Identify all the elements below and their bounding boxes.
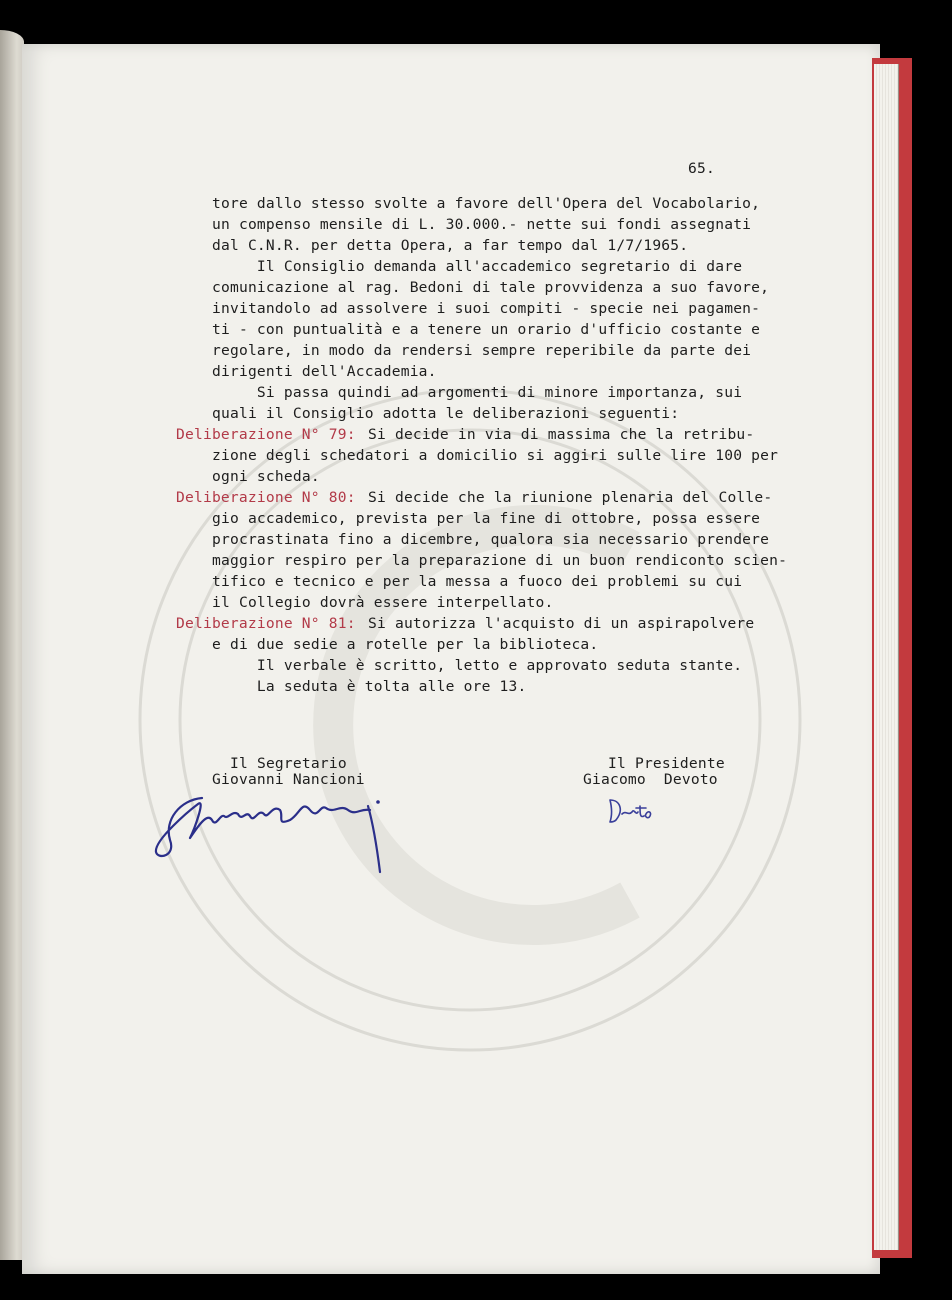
text-line: Si autorizza l'acquisto di un aspirapolvere xyxy=(368,615,755,632)
secretary-title: Il Segretario xyxy=(230,755,347,772)
secretary-name: Giovanni Nancioni xyxy=(212,771,365,788)
text-line: il Collegio dovrà essere interpellato. xyxy=(212,594,554,611)
text-line: dirigenti dell'Accademia. xyxy=(212,363,437,380)
text-line: La seduta è tolta alle ore 13. xyxy=(212,678,527,695)
text-line: e di due sedie a rotelle per la biblioteca. xyxy=(212,636,599,653)
page-number: 65. xyxy=(688,160,715,177)
deliberation-label: Deliberazione N° 79: xyxy=(176,426,356,443)
text-line: comunicazione al rag. Bedoni di tale provvidenza a suo favore, xyxy=(212,279,770,296)
text-line: tore dallo stesso svolte a favore dell'Opera del Vocabolario, xyxy=(212,195,761,212)
text-line: un compenso mensile di L. 30.000.- nette sui fondi assegnati xyxy=(212,216,752,233)
page-stack-edge xyxy=(874,64,899,1250)
text-line: procrastinata fino a dicembre, qualora sia necessario prendere xyxy=(212,531,770,548)
text-line: Il Consiglio demanda all'accademico segretario di dare xyxy=(212,258,743,275)
deliberation-label: Deliberazione N° 80: xyxy=(176,489,356,506)
text-line: Il verbale è scritto, letto e approvato seduta stante. xyxy=(212,657,743,674)
previous-page-edge xyxy=(0,30,24,1260)
text-line: zione degli schedatori a domicilio si aggiri sulle lire 100 per xyxy=(212,447,779,464)
president-title: Il Presidente xyxy=(608,755,725,772)
text-line: Si passa quindi ad argomenti di minore importanza, sui xyxy=(212,384,743,401)
text-line: dal C.N.R. per detta Opera, a far tempo dal 1/7/1965. xyxy=(212,237,689,254)
text-line: tifico e tecnico e per la messa a fuoco dei problemi su cui xyxy=(212,573,743,590)
text-line: invitandolo ad assolvere i suoi compiti - specie nei pagamen- xyxy=(212,300,761,317)
secretary-signature xyxy=(150,780,410,890)
text-line: gio accademico, prevista per la fine di ottobre, possa essere xyxy=(212,510,761,527)
president-name: Giacomo Devoto xyxy=(583,771,718,788)
text-line: maggior respiro per la preparazione di un buon rendiconto scien- xyxy=(212,552,788,569)
text-line: regolare, in modo da rendersi sempre reperibile da parte dei xyxy=(212,342,752,359)
text-line: Si decide che la riunione plenaria del Colle- xyxy=(368,489,773,506)
deliberation-label: Deliberazione N° 81: xyxy=(176,615,356,632)
text-line: ogni scheda. xyxy=(212,468,320,485)
text-line: quali il Consiglio adotta le deliberazioni seguenti: xyxy=(212,405,680,422)
text-line: ti - con puntualità e a tenere un orario d'ufficio costante e xyxy=(212,321,761,338)
president-signature xyxy=(606,792,656,826)
text-line: Si decide in via di massima che la retribu- xyxy=(368,426,755,443)
